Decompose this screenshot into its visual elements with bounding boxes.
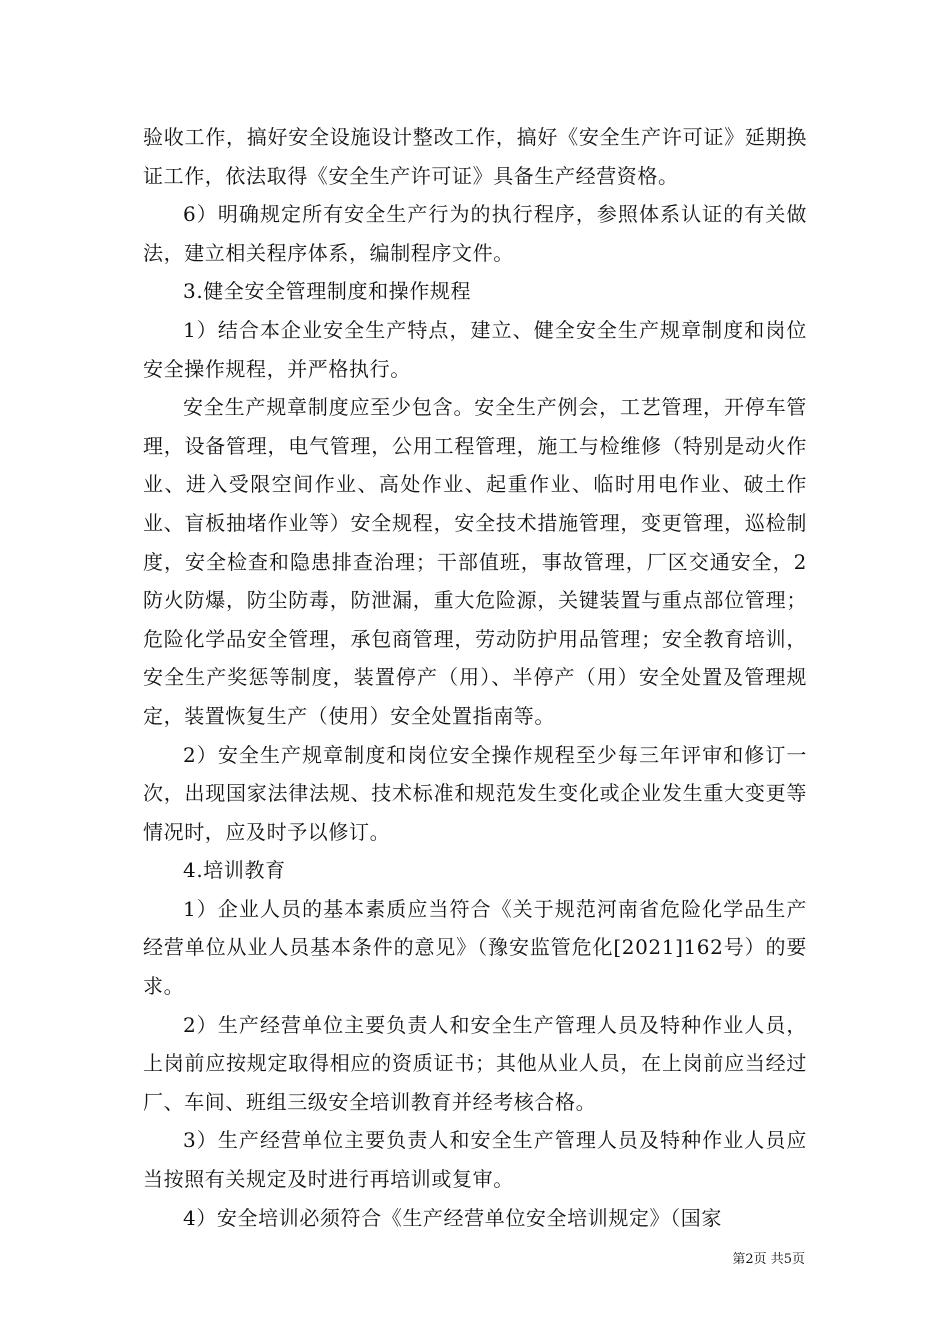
- page-number-footer: 第2页 共5页: [732, 1252, 805, 1267]
- section-heading-3: 3.健全安全管理制度和操作规程: [183, 279, 472, 304]
- paragraph-training-1: 1）企业人员的基本素质应当符合《关于规范河南省危险化学品生产经营单位从业人员基本条件的意见》（豫安监管危化[2021]162号）的要求。: [143, 896, 807, 999]
- paragraph-training-4: 4）安全培训必须符合《生产经营单位安全培训规定》（国家: [183, 1205, 722, 1230]
- paragraph-item-1: 1）结合本企业安全生产特点，建立、健全安全生产规章制度和岗位安全操作规程，并严格执行。: [143, 317, 807, 381]
- paragraph-rules-list: 安全生产规章制度应至少包含。安全生产例会，工艺管理，开停车管理，设备管理，电气管理，公用工程管理，施工与检维修（特别是动火作业、进入受限空间作业、高处作业、起重作业、临时用电作业、破土作业、盲板抽堵作业等）安全规程，安全技术措施管理，变更管理，巡检制度，安全检查和隐患排查治理；干部值班，事故管理，厂区交通安全，2防火防爆，防尘防毒，防泄漏，重大危险源，关键装置与重点部位管理；危险化学品安全管理，承包商管理，劳动防护用品管理；安全教育培训，安全生产奖惩等制度，装置停产（用）、半停产（用）安全处置及管理规定，装置恢复生产（使用）安全处置指南等。: [143, 395, 807, 728]
- paragraph-continuation: 验收工作，搞好安全设施设计整改工作，搞好《安全生产许可证》延期换证工作，依法取得《安全生产许可证》具备生产经营资格。: [143, 125, 807, 188]
- paragraph-training-3: 3）生产经营单位主要负责人和安全生产管理人员及特种作业人员应当按照有关规定及时进行再培训或复审。: [143, 1128, 807, 1192]
- document-body: [143, 118, 807, 1237]
- section-heading-4: 4.培训教育: [183, 858, 286, 883]
- paragraph-item-2: 2）安全生产规章制度和岗位安全操作规程至少每三年评审和修订一次，出现国家法律法规、技术标准和规范发生变化或企业发生重大变更等情况时，应及时予以修订。: [143, 742, 807, 844]
- paragraph-item-6: 6）明确规定所有安全生产行为的执行程序，参照体系认证的有关做法，建立相关程序体系，编制程序文件。: [143, 202, 807, 265]
- paragraph-training-2: 2）生产经营单位主要负责人和安全生产管理人员及特种作业人员，上岗前应按规定取得相应的资质证书；其他从业人员，在上岗前应当经过厂、车间、班组三级安全培训教育并经考核合格。: [143, 1012, 807, 1114]
